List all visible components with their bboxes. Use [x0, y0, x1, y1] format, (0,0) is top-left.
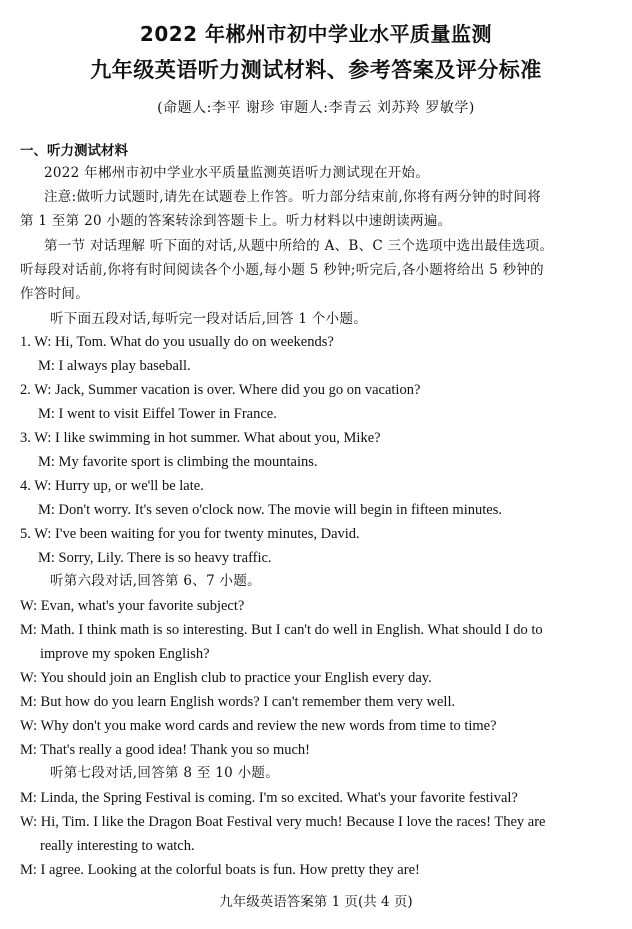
- authors-line: (命题人:李平 谢珍 审题人:李青云 刘苏羚 罗敏学): [157, 100, 475, 116]
- dialog-6-line-3: W: You should join an English club to practice your English every day.: [20, 670, 432, 686]
- part1-line-1: 第一节 对话理解 听下面的对话,从题中所给的 A、B、C 三个选项中选出最佳选项。: [44, 238, 554, 254]
- dialog-2-woman: 2. W: Jack, Summer vacation is over. Where did you go on vacation?: [20, 382, 421, 398]
- dialog-5-man: M: Sorry, Lily. There is so heavy traffic.: [38, 550, 272, 566]
- title-line-1: 2022 年郴州市初中学业水平质量监测: [139, 22, 493, 46]
- note-line-2: 第 1 至第 20 小题的答案转涂到答题卡上。听力材料以中速朗读两遍。: [20, 213, 452, 229]
- dialog-2-man: M: I went to visit Eiffel Tower in France.: [38, 406, 277, 422]
- note-line-1: 注意:做听力试题时,请先在试题卷上作答。听力部分结束前,你将有两分钟的时间将: [44, 189, 542, 205]
- dialog-4-man: M: Don't worry. It's seven o'clock now. The movie will begin in fifteen minutes.: [38, 502, 502, 518]
- intro-paragraph: 2022 年郴州市初中学业水平质量监测英语听力测试现在开始。: [44, 165, 430, 181]
- dialog-3-woman: 3. W: I like swimming in hot summer. What about you, Mike?: [20, 430, 381, 446]
- dialog-6-intro: 听第六段对话,回答第 6、7 小题。: [50, 573, 261, 589]
- dialog-7-line-1: M: Linda, the Spring Festival is coming. I'm so excited. What's your favorite festival?: [20, 790, 518, 806]
- dialog-6-line-6: M: That's really a good idea! Thank you so much!: [20, 742, 310, 758]
- part1-line-2: 听每段对话前,你将有时间阅读各个小题,每小题 5 秒钟;听完后,各小题将给出 5 秒钟的: [20, 262, 544, 278]
- part1-line-3: 作答时间。: [20, 286, 89, 302]
- dialog-6-line-5: W: Why don't you make word cards and review the new words from time to time?: [20, 718, 497, 734]
- dialog-5-woman: 5. W: I've been waiting for you for twenty minutes, David.: [20, 526, 360, 542]
- dialog-7-line-2b: really interesting to watch.: [40, 838, 195, 854]
- dialog-3-man: M: My favorite sport is climbing the mountains.: [38, 454, 318, 470]
- dialog-6-line-2b: improve my spoken English?: [40, 646, 210, 662]
- dialog-7-line-3: M: I agree. Looking at the colorful boats is fun. How pretty they are!: [20, 862, 420, 878]
- dialog-4-woman: 4. W: Hurry up, or we'll be late.: [20, 478, 204, 494]
- dialog-6-line-2a: M: Math. I think math is so interesting. But I can't do well in English. What should I do to: [20, 622, 543, 638]
- dialog-6-line-4: M: But how do you learn English words? I can't remember them very well.: [20, 694, 456, 710]
- dialog-1-woman: 1. W: Hi, Tom. What do you usually do on weekends?: [20, 334, 334, 350]
- title-line-2: 九年级英语听力测试材料、参考答案及评分标准: [90, 58, 542, 82]
- dialog-6-line-1: W: Evan, what's your favorite subject?: [20, 598, 245, 614]
- five-dialogs-intro: 听下面五段对话,每听完一段对话后,回答 1 个小题。: [50, 311, 368, 327]
- section-title: 一、听力测试材料: [20, 143, 128, 159]
- dialog-1-man: M: I always play baseball.: [38, 358, 191, 374]
- dialog-7-intro: 听第七段对话,回答第 8 至 10 小题。: [50, 765, 280, 781]
- dialog-7-line-2a: W: Hi, Tim. I like the Dragon Boat Festival very much! Because I love the races! They are: [20, 814, 546, 830]
- page-footer: 九年级英语答案第 1 页(共 4 页): [219, 894, 413, 910]
